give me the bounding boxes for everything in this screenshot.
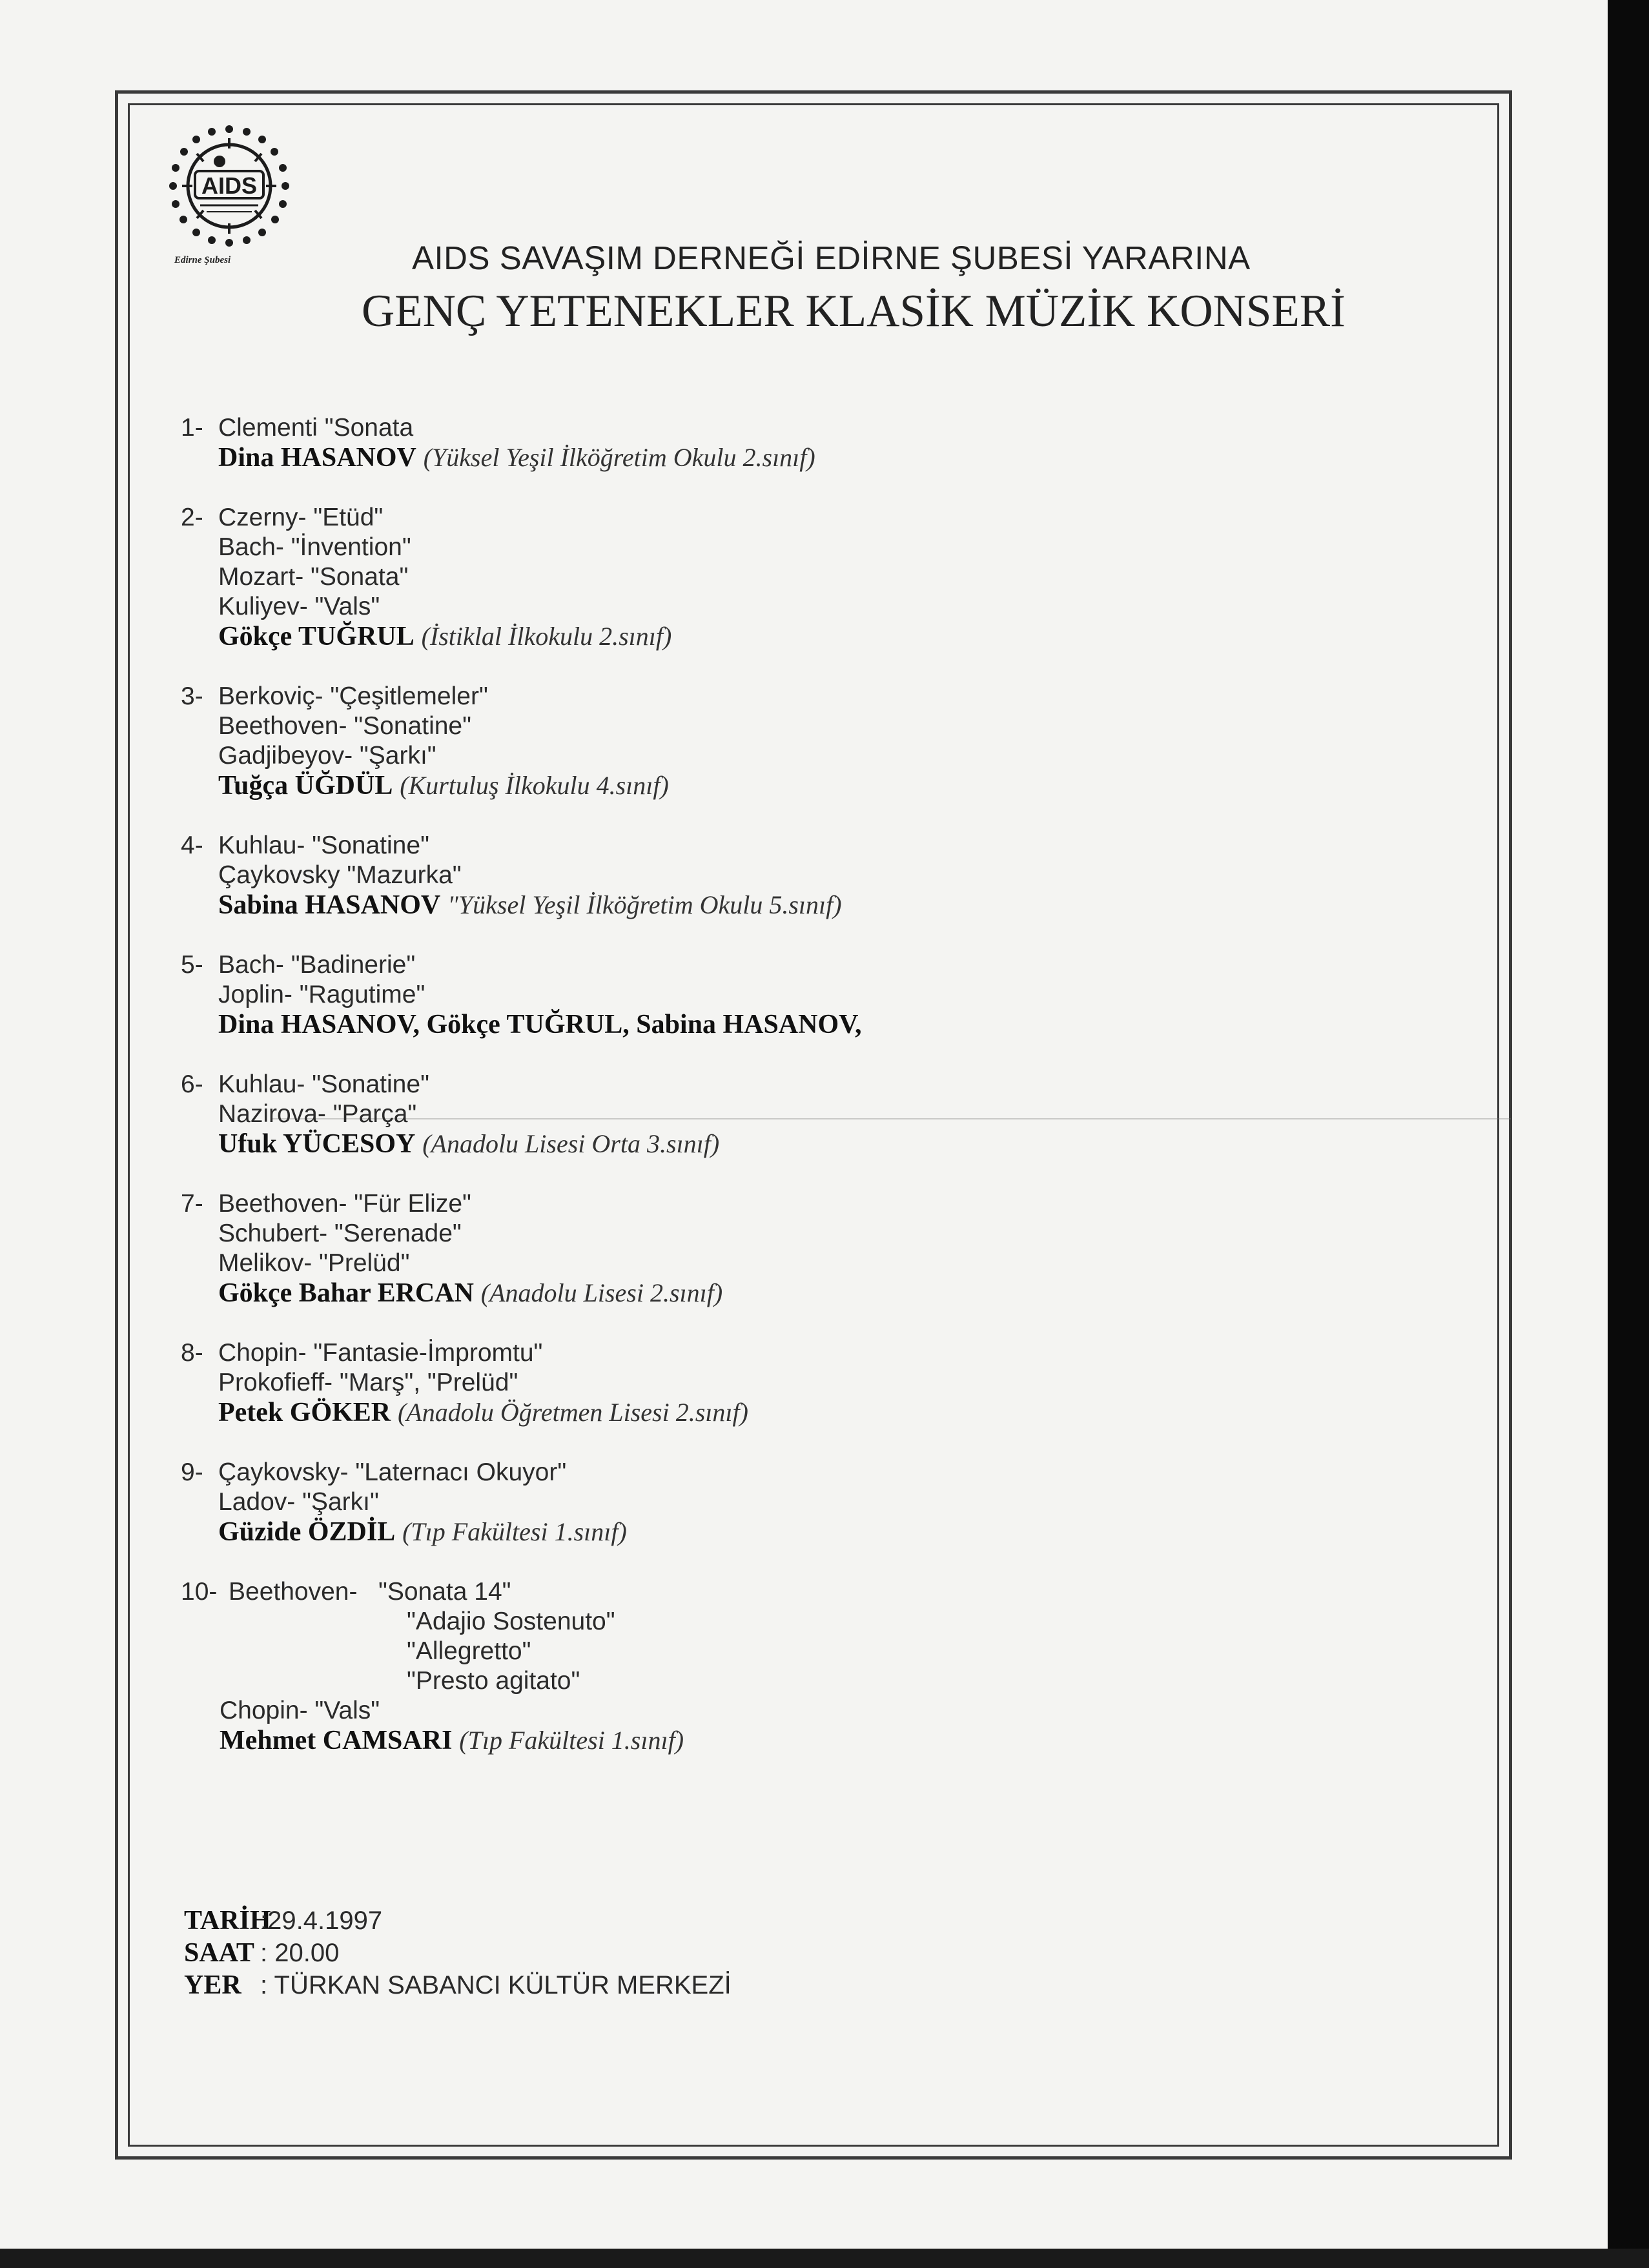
scan-edge-right (1608, 0, 1649, 2268)
program-line (181, 1458, 1408, 1487)
program-line (181, 413, 1408, 443)
item-number: 10- (181, 1578, 218, 1606)
program-item (181, 1338, 1408, 1428)
program-line (181, 711, 1408, 741)
program-line (181, 533, 1408, 562)
performer-name: Gökçe Bahar ERCAN (218, 1278, 474, 1308)
performer-name: Güzide ÖZDİL (218, 1517, 396, 1547)
piece: Joplin- "Ragutime" (218, 981, 425, 1008)
item-number: 7- (181, 1190, 203, 1218)
event-info (184, 1905, 732, 2001)
performer-line (181, 622, 1408, 652)
program-line (181, 503, 1408, 533)
program-line (181, 1338, 1408, 1368)
piece: Berkoviç- "Çeşitlemeler" (218, 682, 488, 710)
place-row (184, 1969, 732, 2001)
program-line (181, 1368, 1408, 1398)
piece: Kuhlau- "Sonatine" (218, 832, 429, 859)
piece: Mozart- "Sonata" (218, 563, 409, 591)
program-line (181, 1070, 1408, 1099)
program-list (181, 413, 1408, 1548)
program-item (181, 503, 1408, 652)
item-number: 3- (181, 682, 203, 710)
place-label: YER (184, 1970, 241, 2000)
program-line (181, 682, 1408, 711)
page-title: GENÇ YETENEKLER KLASİK MÜZİK KONSERİ (362, 286, 1346, 336)
date-label: TARİH (184, 1906, 271, 1936)
piece: Bach- "Badinerie" (218, 951, 416, 979)
program-line (181, 831, 1408, 861)
program-item (181, 1458, 1408, 1548)
time-label: SAAT (184, 1938, 254, 1968)
performer-school: (Anadolu Lisesi Orta 3.sınıf) (422, 1129, 720, 1158)
program-item (181, 950, 1408, 1040)
performer-school: (Yüksel Yeşil İlköğretim Okulu 2.sınıf) (423, 443, 815, 472)
composer: Beethoven- (229, 1578, 358, 1606)
program-item (181, 682, 1408, 801)
program-line (181, 1577, 1408, 1607)
program-item (181, 1577, 1408, 1756)
performer-line (181, 1398, 1408, 1428)
piece: Clementi "Sonata (218, 414, 414, 442)
performer-line (181, 771, 1408, 801)
performer-name: Dina HASANOV (218, 443, 416, 473)
performer-line (181, 890, 1408, 921)
program-line (181, 1189, 1408, 1219)
logo-caption: Edirne Şubesi (174, 255, 231, 265)
program-item (181, 1070, 1408, 1160)
program-line (181, 562, 1408, 592)
piece: Czerny- "Etüd" (218, 504, 384, 531)
program-line (181, 741, 1408, 771)
item-number: 4- (181, 832, 203, 859)
performer-line (181, 1129, 1408, 1160)
piece: Chopin- "Fantasie-İmpromtu" (218, 1339, 543, 1367)
performer-name: Sabina HASANOV (218, 890, 441, 920)
program-item (181, 1189, 1408, 1309)
item-number: 2- (181, 504, 203, 531)
item-number: 1- (181, 414, 203, 442)
performer-line (181, 443, 1408, 473)
item-number: 6- (181, 1070, 203, 1098)
performer-name: Dina HASANOV, Gökçe TUĞRUL, Sabina HASANOV, (218, 1010, 862, 1039)
piece: Çaykovsky- "Laternacı Okuyor" (218, 1458, 567, 1486)
program-item (181, 831, 1408, 921)
performer-school: (Kurtuluş İlkokulu 4.sınıf) (400, 771, 669, 800)
performer-name: Tuğça ÜĞDÜL (218, 771, 393, 801)
piece: Bach- "İnvention" (218, 533, 411, 561)
performer-school: (İstiklal İlkokulu 2.sınıf) (421, 622, 672, 651)
piece: Gadjibeyov- "Şarkı" (218, 742, 436, 770)
performer-name: Ufuk YÜCESOY (218, 1129, 416, 1159)
program-line (181, 1249, 1408, 1278)
performer-school: "Yüksel Yeşil İlköğretim Okulu 5.sınıf) (447, 890, 842, 919)
program-line (181, 1487, 1408, 1517)
piece: Kuliyev- "Vals" (218, 593, 380, 620)
item-number: 9- (181, 1458, 203, 1486)
scan-edge-bottom (0, 2249, 1649, 2268)
performer-school: (Tıp Fakültesi 1.sınıf) (459, 1726, 684, 1755)
program-line (181, 592, 1408, 622)
performer-school: (Anadolu Öğretmen Lisesi 2.sınıf) (397, 1398, 748, 1427)
concert-program (181, 413, 1408, 1786)
piece: "Sonata 14" (378, 1578, 511, 1606)
piece: Kuhlau- "Sonatine" (218, 1070, 429, 1098)
time-value: : 20.00 (260, 1939, 340, 1967)
page-subtitle: AIDS SAVAŞIM DERNEĞİ EDİRNE ŞUBESİ YARARINA (412, 240, 1251, 276)
program-line (181, 980, 1408, 1010)
program-line (181, 1219, 1408, 1249)
piece: Melikov- "Prelüd" (218, 1249, 410, 1277)
item-number: 5- (181, 951, 203, 979)
place-value: : TÜRKAN SABANCI KÜLTÜR MERKEZİ (260, 1971, 732, 1999)
piece: Ladov- "Şarkı" (218, 1488, 379, 1516)
piece: Çaykovsky "Mazurka" (218, 861, 462, 889)
performer-name: Gökçe TUĞRUL (218, 622, 415, 651)
performer-name: Petek GÖKER (218, 1398, 391, 1427)
performer-line (181, 1726, 1408, 1756)
piece: "Adajio Sostenuto" (407, 1608, 615, 1635)
program-line (181, 861, 1408, 890)
logo-text: AIDS (201, 172, 258, 199)
program-item (181, 413, 1408, 473)
piece: Prokofieff- "Marş", "Prelüd" (218, 1369, 518, 1396)
piece: Beethoven- "Sonatine" (218, 712, 471, 740)
piece: Chopin- "Vals" (220, 1697, 380, 1724)
item-number: 8- (181, 1339, 203, 1367)
piece: Beethoven- "Für Elize" (218, 1190, 471, 1218)
piece: Schubert- "Serenade" (218, 1220, 462, 1247)
program-line (181, 1099, 1408, 1129)
piece: "Presto agitato" (407, 1667, 580, 1695)
time-row (184, 1937, 732, 1969)
performer-line (181, 1517, 1408, 1548)
performer-school: (Anadolu Lisesi 2.sınıf) (480, 1278, 723, 1307)
piece: Nazirova- "Parça" (218, 1100, 417, 1128)
performer-name: Mehmet CAMSARI (220, 1726, 453, 1755)
performer-line (181, 1278, 1408, 1309)
date-row (184, 1905, 732, 1937)
piece: "Allegretto" (407, 1637, 531, 1665)
program-line (181, 950, 1408, 980)
date-value: :29.4.1997 (260, 1906, 383, 1935)
performer-line (181, 1010, 1408, 1040)
performer-school: (Tıp Fakültesi 1.sınıf) (402, 1517, 627, 1546)
